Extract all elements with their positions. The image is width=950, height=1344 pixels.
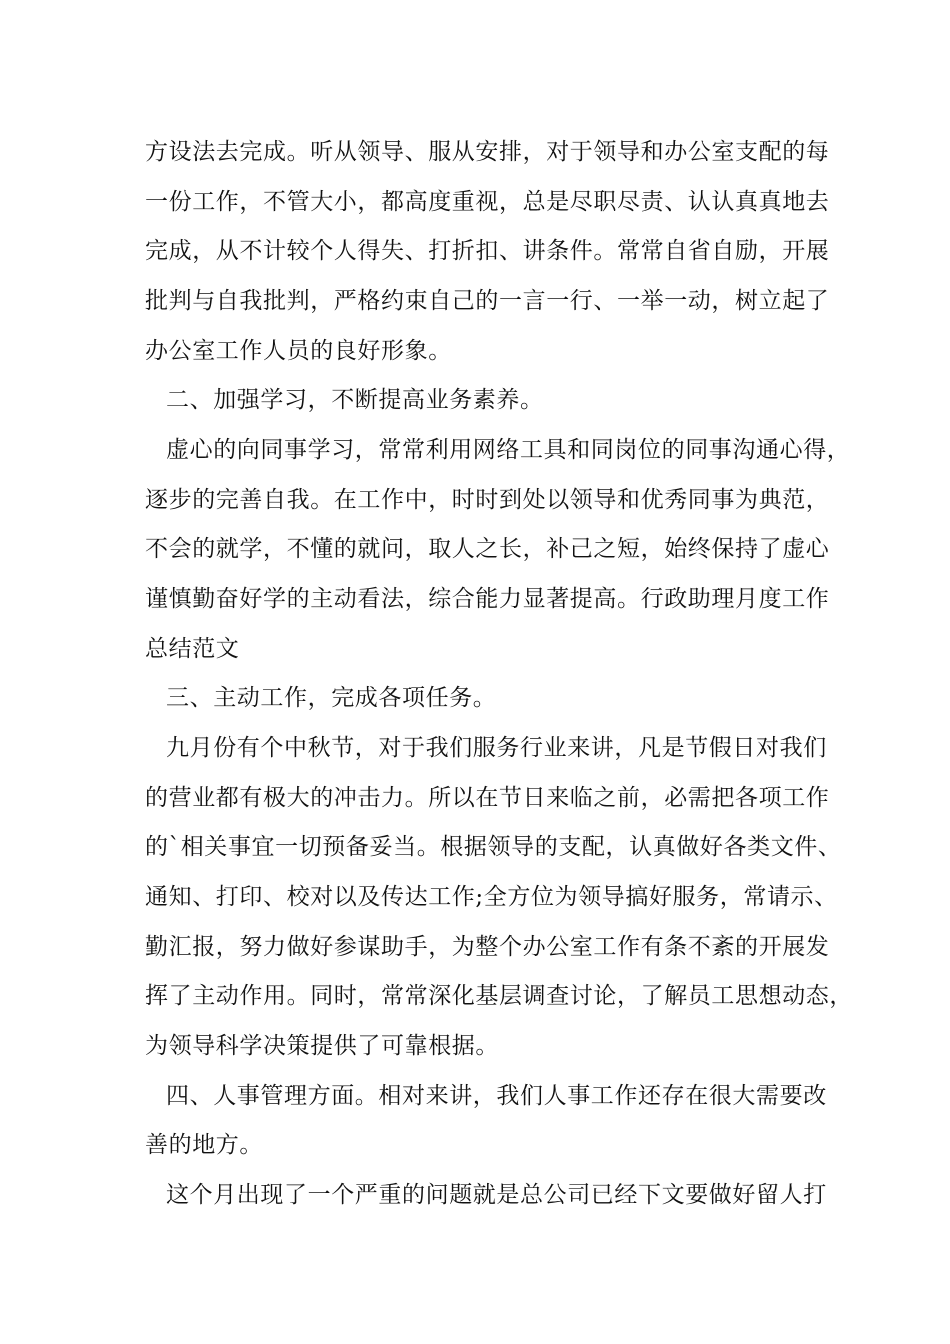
text-line: 挥了主动作用。同时，常常深化基层调查讨论，了解员工思想动态， [145, 983, 853, 1009]
text-line: 勤汇报，努力做好参谋助手，为整个办公室工作有条不紊的开展发 [145, 934, 830, 960]
text-line: 谨慎勤奋好学的主动看法，综合能力显著提高。行政助理月度工作 [145, 586, 830, 612]
text-line: 为领导科学决策提供了可靠根据。 [145, 1033, 499, 1059]
text-line: 方设法去完成。听从领导、服从安排，对于领导和办公室支配的每 [145, 139, 830, 165]
text-line: 总结范文 [145, 636, 240, 662]
section-heading: 四、人事管理方面。相对来讲，我们人事工作还存在很大需要改 [166, 1083, 827, 1109]
text-line: 办公室工作人员的良好形象。 [145, 338, 452, 364]
text-line: 不会的就学，不懂的就问，取人之长，补己之短，始终保持了虚心 [145, 536, 830, 562]
text-line: 虚心的向同事学习，常常利用网络工具和同岗位的同事沟通心得， [166, 437, 851, 463]
text-line: 的`相关事宜一切预备妥当。根据领导的支配，认真做好各类文件、 [145, 834, 842, 860]
text-line: 通知、打印、校对以及传达工作;全方位为领导搞好服务，常请示、 [145, 884, 838, 910]
text-line: 批判与自我批判，严格约束自己的一言一行、一举一动，树立起了 [145, 288, 830, 314]
text-line: 这个月出现了一个严重的问题就是总公司已经下文要做好留人打 [166, 1182, 827, 1208]
text-line: 一份工作，不管大小，都高度重视，总是尽职尽责、认认真真地去 [145, 189, 830, 215]
text-line: 的营业都有极大的冲击力。所以在节日来临之前，必需把各项工作 [145, 785, 830, 811]
text-line: 九月份有个中秋节，对于我们服务行业来讲，凡是节假日对我们 [166, 735, 827, 761]
section-heading: 三、主动工作，完成各项任务。 [166, 685, 497, 711]
section-heading: 二、加强学习，不断提高业务素养。 [166, 387, 544, 413]
text-line: 善的地方。 [145, 1132, 263, 1158]
text-line: 完成，从不计较个人得失、打折扣、讲条件。常常自省自励，开展 [145, 238, 830, 264]
text-line: 逐步的完善自我。在工作中，时时到处以领导和优秀同事为典范， [145, 487, 830, 513]
